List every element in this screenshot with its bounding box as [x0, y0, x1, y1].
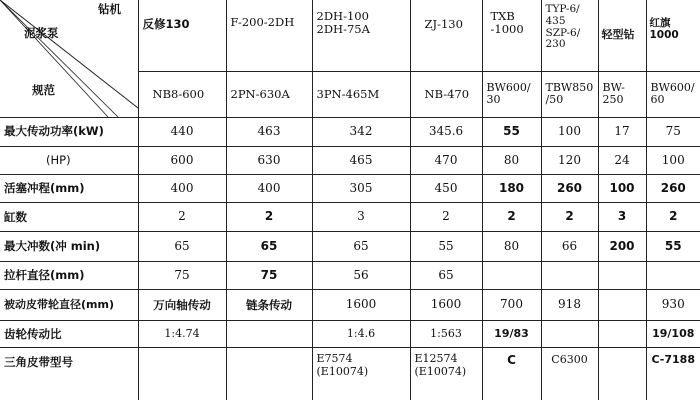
value-cell: 930	[646, 290, 700, 321]
value-cell: 55	[646, 232, 700, 262]
pump-model-cell: TBW850 /50	[541, 71, 598, 117]
value-cell: 65	[226, 232, 312, 262]
value-cell: 75	[646, 117, 700, 146]
value-cell	[598, 321, 646, 348]
value-cell: C-7188	[646, 348, 700, 400]
pump-model-cell: NB-470	[410, 71, 482, 117]
value-cell: 19/83	[482, 321, 541, 348]
row-label: 被动皮带轮直径(mm)	[0, 290, 138, 321]
value-cell: 75	[226, 262, 312, 290]
value-cell	[482, 262, 541, 290]
value-cell	[226, 321, 312, 348]
value-cell: 55	[410, 232, 482, 262]
value-cell: 463	[226, 117, 312, 146]
value-cell: 1:563	[410, 321, 482, 348]
value-cell: 465	[312, 146, 410, 174]
value-cell: 55	[482, 117, 541, 146]
table-row	[0, 262, 700, 290]
value-cell: 345.6	[410, 117, 482, 146]
row-label: 最大冲数(冲 min)	[0, 232, 138, 262]
drill-name-cell: TYP-6/ 435 SZP-6/ 230	[541, 0, 598, 71]
value-cell: 2	[482, 202, 541, 231]
row-label: 活塞冲程(mm)	[0, 174, 138, 202]
value-cell: 100	[646, 146, 700, 174]
row-label: (HP)	[0, 146, 138, 174]
drill-name-cell: 2DH-100 2DH-75A	[312, 0, 410, 71]
value-cell: 链条传动	[226, 290, 312, 321]
drill-name-cell: F-200-2DH	[226, 0, 312, 71]
corner-spec-label: 规范	[32, 83, 55, 97]
value-cell: 100	[541, 117, 598, 146]
row-label: 最大传动功率(kW)	[0, 117, 138, 146]
value-cell: 1600	[312, 290, 410, 321]
drill-header-row	[0, 0, 700, 71]
value-cell: 80	[482, 146, 541, 174]
value-cell: 918	[541, 290, 598, 321]
table-row	[0, 290, 700, 321]
drill-name-cell: 红旗1000	[646, 0, 700, 71]
value-cell: 260	[541, 174, 598, 202]
corner-pump-label: 泥浆泵	[24, 26, 59, 40]
table-row	[0, 348, 700, 400]
value-cell: 400	[226, 174, 312, 202]
table-row	[0, 117, 700, 146]
pump-model-cell: BW600/ 60	[646, 71, 700, 117]
value-cell: 700	[482, 290, 541, 321]
value-cell: 80	[482, 232, 541, 262]
drill-name-cell: 反修130	[138, 0, 226, 71]
value-cell: 2	[410, 202, 482, 231]
value-cell: 2	[646, 202, 700, 231]
corner-drill-label: 钻机	[98, 2, 121, 16]
value-cell: 450	[410, 174, 482, 202]
table-row	[0, 232, 700, 262]
value-cell: 260	[646, 174, 700, 202]
value-cell: 1:4.74	[138, 321, 226, 348]
value-cell: 24	[598, 146, 646, 174]
pump-model-cell: 2PN-630A	[226, 71, 312, 117]
value-cell	[226, 348, 312, 400]
row-label: 拉杆直径(mm)	[0, 262, 138, 290]
corner-diagonal-lines	[0, 0, 138, 117]
value-cell: 56	[312, 262, 410, 290]
value-cell	[541, 262, 598, 290]
value-cell: 1:4.6	[312, 321, 410, 348]
value-cell: 65	[312, 232, 410, 262]
value-cell: 305	[312, 174, 410, 202]
value-cell: 17	[598, 117, 646, 146]
value-cell: C	[482, 348, 541, 400]
value-cell: 1600	[410, 290, 482, 321]
value-cell: 65	[138, 232, 226, 262]
row-label: 缸数	[0, 202, 138, 231]
pump-model-cell: BW600/ 30	[482, 71, 541, 117]
value-cell: C6300	[541, 348, 598, 400]
drill-name-cell: ZJ-130	[410, 0, 482, 71]
value-cell: 2	[138, 202, 226, 231]
value-cell: 440	[138, 117, 226, 146]
drill-name-cell: TXB -1000	[482, 0, 541, 71]
row-label: 齿轮传动比	[0, 321, 138, 348]
value-cell: 2	[226, 202, 312, 231]
value-cell: 342	[312, 117, 410, 146]
value-cell: E12574 (E10074)	[410, 348, 482, 400]
value-cell: 75	[138, 262, 226, 290]
value-cell: 19/108	[646, 321, 700, 348]
value-cell: 2	[541, 202, 598, 231]
value-cell: 65	[410, 262, 482, 290]
value-cell: 600	[138, 146, 226, 174]
row-label: 三角皮带型号	[0, 348, 138, 400]
value-cell: 100	[598, 174, 646, 202]
value-cell	[541, 321, 598, 348]
value-cell: 3	[312, 202, 410, 231]
table-row	[0, 202, 700, 231]
table-row	[0, 174, 700, 202]
value-cell	[646, 262, 700, 290]
drill-name-cell: 轻型钻	[598, 0, 646, 71]
value-cell	[138, 348, 226, 400]
value-cell	[598, 348, 646, 400]
table-row	[0, 146, 700, 174]
value-cell: 630	[226, 146, 312, 174]
value-cell	[598, 262, 646, 290]
value-cell	[598, 290, 646, 321]
corner-header-cell	[0, 0, 138, 117]
value-cell: 3	[598, 202, 646, 231]
value-cell: 400	[138, 174, 226, 202]
pump-model-cell: 3PN-465M	[312, 71, 410, 117]
value-cell: E7574 (E10074)	[312, 348, 410, 400]
value-cell: 200	[598, 232, 646, 262]
value-cell: 万向轴传动	[138, 290, 226, 321]
value-cell: 180	[482, 174, 541, 202]
value-cell: 120	[541, 146, 598, 174]
pump-model-cell: NB8-600	[138, 71, 226, 117]
value-cell: 470	[410, 146, 482, 174]
value-cell: 66	[541, 232, 598, 262]
pump-model-cell: BW- 250	[598, 71, 646, 117]
table-row	[0, 321, 700, 348]
